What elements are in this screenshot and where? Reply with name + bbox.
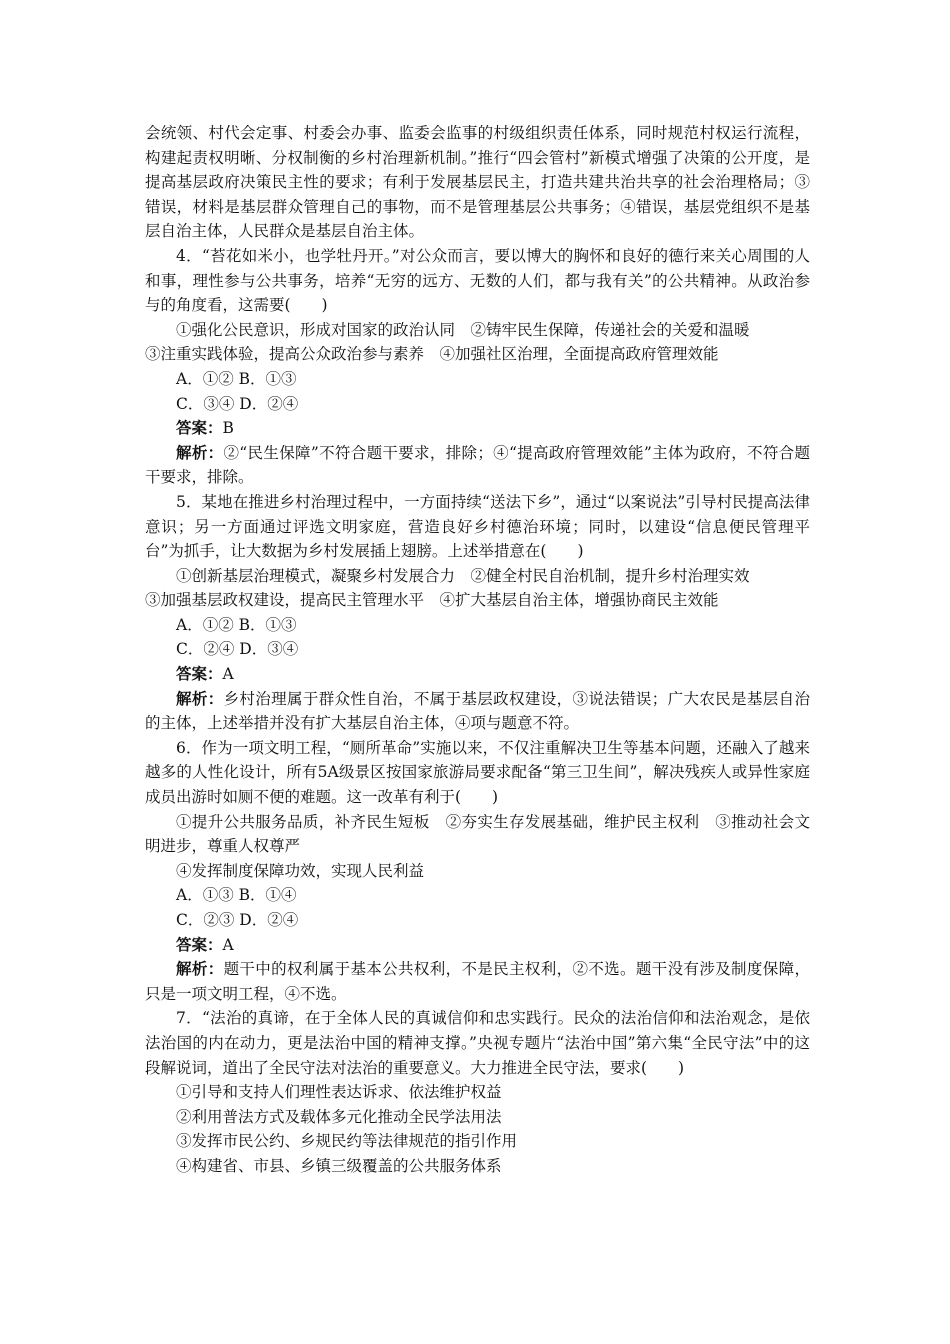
question-5-stem: 5．某地在推进乡村治理过程中，一方面持续“送法下乡”，通过“以案说法”引导村民提高法律意识；另一方面通过评选文明家庭，营造良好乡村德治环境；同时，以建设“信息便民管理平台”为抓手，让大数据为乡村发展插上翅膀。上述举措意在( ) (145, 492, 810, 561)
question-6-answer (145, 933, 810, 958)
question-6-stem: 6．作为一项文明工程，“厕所革命”实施以来，不仅注重解决卫生等基本问题，还融入了越来越多的人性化设计，所有5A级景区按国家旅游局要求配备“第三卫生间”，解决残疾人或异性家庭成员出游时如厕不便的难题。这一改革有利于( ) (145, 738, 810, 807)
question-4-items-line-1: ①强化公民意识，形成对国家的政治认同 ②铸牢民生保障，传递社会的关爱和温暖 (176, 320, 750, 339)
question-4-stem: 4．“苔花如米小，也学牡丹开。”对公众而言，要以博大的胸怀和良好的德行来关心周围的人和事，理性参与公共事务，培养“无穷的远方、无数的人们，都与我有关”的公共精神。从政治参与的角度看，这需要( ) (145, 246, 810, 315)
answer-label: 答案： (176, 934, 223, 954)
question-7 (145, 1006, 810, 1178)
question-6-items-line-2: ④发挥制度保障功效，实现人民利益 (176, 861, 425, 880)
question-5-items-line-1: ①创新基层治理模式，凝聚乡村发展合力 ②健全村民自治机制，提升乡村治理实效 (176, 566, 750, 585)
question-4-analysis (145, 441, 810, 490)
analysis-label: 解析： (176, 442, 224, 462)
question-7-item-3: ③发挥市民公约、乡规民约等法律规范的指引作用 (176, 1132, 518, 1151)
question-4-choices-ab: A．①② B．①③ (176, 369, 297, 388)
analysis-text: ②“民生保障”不符合题干要求，排除；④“提高政府管理效能”主体为政府，不符合题干要求，排除。 (145, 443, 810, 487)
question-5-analysis (145, 687, 810, 736)
question-7-item-4: ④构建省、市县、乡镇三级覆盖的公共服务体系 (176, 1156, 502, 1175)
question-5-items-line-2: ③加强基层政权建设，提高民主管理水平 ④扩大基层自治主体，增强协商民主效能 (145, 591, 719, 610)
question-4-answer (145, 416, 810, 441)
question-5-choices-cd: C．②④ D．③④ (176, 640, 299, 659)
answer-label: 答案： (176, 418, 223, 438)
document-page (145, 121, 810, 1179)
answer-value: A (222, 665, 234, 684)
question-6-items-line-1: ①提升公共服务品质，补齐民生短板 ②夯实生存发展基础，维护民主权利 ③推动社会文明进步，尊重人权尊严 (145, 812, 810, 856)
question-7-item-1: ①引导和支持人们理性表达诉求、依法维护权益 (176, 1083, 502, 1102)
analysis-text: 题干中的权利属于基本公共权利，不是民主权利，②不选。题干没有涉及制度保障，只是一项文明工程，④不选。 (145, 960, 810, 1003)
question-7-stem: 7．“法治的真谛，在于全体人民的真诚信仰和忠实践行。民众的法治信仰和法治观念，是依法治国的内在动力，更是法治中国的精神支撑。”央视专题片“法治中国”第六集“全民守法”中的这段解说词，道出了全民守法对法治的重要意义。大力推进全民守法，要求( ) (145, 1009, 810, 1077)
question-5-choices-ab: A．①② B．①③ (176, 615, 297, 634)
answer-value: B (222, 419, 234, 438)
question-5-answer (145, 662, 810, 687)
question-4-choices-cd: C．③④ D．②④ (176, 394, 299, 413)
question-6-choices-cd: C．②③ D．②④ (176, 911, 299, 929)
question-4-items-line-2: ③注重实践体验，提高公众政治参与素养 ④加强社区治理，全面提高政府管理效能 (145, 345, 719, 364)
answer-label: 答案： (176, 664, 223, 684)
question-6-choices-ab: A．①③ B．①④ (176, 886, 297, 905)
analysis-text: 乡村治理属于群众性自治，不属于基层政权建设，③说法错误；广大农民是基层自治的主体，上述举措并没有扩大基层自治主体，④项与题意不符。 (145, 689, 810, 733)
intro-paragraph: 会统领、村代会定事、村委会办事、监委会监事的村级组织责任体系，同时规范村权运行流程，构建起责权明晰、分权制衡的乡村治理新机制。”推行“四会管村”新模式增强了决策的公开度，是提高基层政府决策民主性的要求；有利于发展基层民主，打造共建共治共享的社会治理格局；③错误，材料是基层群众管理自己的事物，而不是管理基层公共事务；④错误，基层党组织不是基层自治主体，人民群众是基层自治主体。 (145, 124, 810, 241)
question-5 (145, 490, 810, 736)
answer-value: A (222, 935, 234, 954)
question-6-analysis (145, 957, 810, 1006)
analysis-label: 解析： (176, 959, 224, 979)
question-6 (145, 736, 810, 1007)
question-4 (145, 244, 810, 490)
analysis-label: 解析： (176, 688, 224, 708)
question-7-item-2: ②利用普法方式及载体多元化推动全民学法用法 (176, 1107, 502, 1126)
